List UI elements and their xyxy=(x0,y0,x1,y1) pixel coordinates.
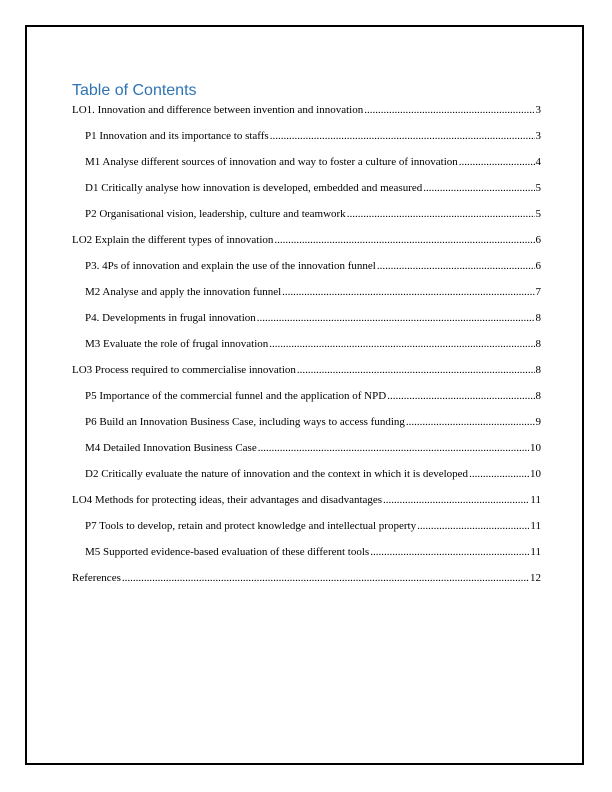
toc-page-number: 11 xyxy=(530,546,541,558)
toc-page-number: 11 xyxy=(530,494,541,506)
dot-leader xyxy=(364,103,534,117)
toc-entry-text: P1 Innovation and its importance to staffs xyxy=(85,130,269,142)
dot-leader xyxy=(370,545,529,559)
toc-entry-p5[interactable] xyxy=(72,389,541,415)
dot-leader xyxy=(383,493,529,507)
toc-page-number: 7 xyxy=(535,286,541,298)
toc-page-number: 6 xyxy=(535,234,541,246)
dot-leader xyxy=(270,129,535,143)
toc-page-number: 6 xyxy=(535,260,541,272)
dot-leader xyxy=(258,441,529,455)
toc-entry-d2[interactable] xyxy=(72,467,541,493)
toc-entry-p2[interactable] xyxy=(72,207,541,233)
dot-leader xyxy=(469,467,529,481)
toc-entry-text: LO2 Explain the different types of innovation xyxy=(72,234,274,246)
toc-entry-text: D2 Critically evaluate the nature of innovation and the context in which it is developed xyxy=(85,468,469,480)
toc-page-number: 8 xyxy=(535,390,541,402)
toc-page-number: 4 xyxy=(535,156,541,168)
toc-title: Table of Contents xyxy=(72,82,197,99)
toc-entry-text: M5 Supported evidence-based evaluation of these different tools xyxy=(85,546,370,558)
dot-leader xyxy=(417,519,529,533)
toc-page-number: 11 xyxy=(530,520,541,532)
toc-entry-text: P7 Tools to develop, retain and protect knowledge and intellectual property xyxy=(85,520,417,532)
dot-leader xyxy=(377,259,535,273)
dot-leader xyxy=(282,285,534,299)
toc-entry-text: P2 Organisational vision, leadership, culture and teamwork xyxy=(85,208,346,220)
toc-entry-text: M2 Analyse and apply the innovation funnel xyxy=(85,286,282,298)
toc-entry-text: D1 Critically analyse how innovation is developed, embedded and measured xyxy=(85,182,423,194)
toc-page-number: 9 xyxy=(535,416,541,428)
dot-leader xyxy=(347,207,535,221)
toc-entry-m5[interactable] xyxy=(72,545,541,571)
toc-list xyxy=(72,103,541,597)
toc-entry-text: LO4 Methods for protecting ideas, their advantages and disadvantages xyxy=(72,494,383,506)
dot-leader xyxy=(297,363,535,377)
toc-page-number: 5 xyxy=(535,208,541,220)
toc-entry-text: References xyxy=(72,572,121,584)
toc-entry-p1[interactable] xyxy=(72,129,541,155)
toc-entry-m3[interactable] xyxy=(72,337,541,363)
dot-leader xyxy=(122,571,529,585)
toc-entry-p3[interactable] xyxy=(72,259,541,285)
toc-page-number: 3 xyxy=(535,130,541,142)
toc-entry-text: P6 Build an Innovation Business Case, including ways to access funding xyxy=(85,416,405,428)
toc-entry-text: LO3 Process required to commercialise innovation xyxy=(72,364,296,376)
toc-entry-text: P5 Importance of the commercial funnel and the application of NPD xyxy=(85,390,387,402)
toc-entry-lo2[interactable] xyxy=(72,233,541,259)
toc-page-number: 10 xyxy=(530,442,541,454)
toc-page-number: 8 xyxy=(535,312,541,324)
toc-entry-text: M1 Analyse different sources of innovation and way to foster a culture of innovation xyxy=(85,156,458,168)
toc-page-number: 8 xyxy=(535,364,541,376)
dot-leader xyxy=(274,233,534,247)
toc-page-number: 3 xyxy=(535,104,541,116)
toc-page-number: 12 xyxy=(530,572,541,584)
dot-leader xyxy=(387,389,534,403)
toc-page-number: 8 xyxy=(535,338,541,350)
toc-entry-p4[interactable] xyxy=(72,311,541,337)
toc-entry-text: P3. 4Ps of innovation and explain the use of the innovation funnel xyxy=(85,260,376,272)
toc-page-number: 10 xyxy=(530,468,541,480)
toc-entry-text: M4 Detailed Innovation Business Case xyxy=(85,442,257,454)
toc-page-number: 5 xyxy=(535,182,541,194)
dot-leader xyxy=(406,415,535,429)
toc-entry-lo1[interactable] xyxy=(72,103,541,129)
toc-entry-lo3[interactable] xyxy=(72,363,541,389)
toc-entry-text: LO1. Innovation and difference between invention and innovation xyxy=(72,104,364,116)
dot-leader xyxy=(459,155,535,169)
toc-entry-text: P4. Developments in frugal innovation xyxy=(85,312,256,324)
dot-leader xyxy=(423,181,534,195)
toc-entry-text: M3 Evaluate the role of frugal innovation xyxy=(85,338,269,350)
dot-leader xyxy=(257,311,535,325)
toc-entry-p7[interactable] xyxy=(72,519,541,545)
toc-entry-references[interactable] xyxy=(72,571,541,597)
toc-entry-lo4[interactable] xyxy=(72,493,541,519)
toc-entry-d1[interactable] xyxy=(72,181,541,207)
toc-entry-m1[interactable] xyxy=(72,155,541,181)
toc-entry-m4[interactable] xyxy=(72,441,541,467)
toc-entry-p6[interactable] xyxy=(72,415,541,441)
toc-entry-m2[interactable] xyxy=(72,285,541,311)
dot-leader xyxy=(269,337,534,351)
